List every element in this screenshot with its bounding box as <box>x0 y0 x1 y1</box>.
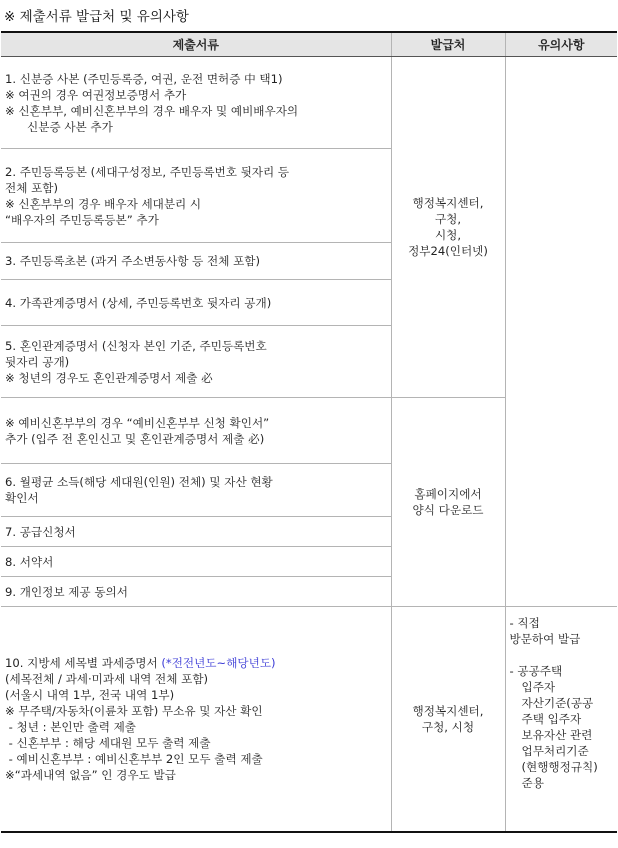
note-line: - 직접 <box>509 616 540 630</box>
doc-cell-6 <box>1 398 391 464</box>
doc-cell-3 <box>1 243 391 280</box>
doc-line: ※ 신혼부부, 예비신혼부부의 경우 배우자 및 예비배우자의 <box>5 103 299 118</box>
doc-line: - 신혼부부 : 해당 세대원 모두 출력 제출 <box>5 735 211 750</box>
issuer-cell-3 <box>391 607 505 832</box>
doc-cell-11 <box>1 607 391 832</box>
note-line <box>510 647 614 663</box>
header-documents: 제출서류 <box>1 32 391 57</box>
note-line: 보유자산 관련 <box>521 728 593 742</box>
doc-line: ※ 여권의 경우 여권정보증명서 추가 <box>5 87 187 102</box>
doc-line: 전체 포함) <box>5 180 59 195</box>
doc-cell-4 <box>1 280 391 326</box>
issuer-cell-1 <box>391 57 505 398</box>
note-line: 방문하여 발급 <box>509 632 581 646</box>
note-line: 입주자 <box>521 680 556 694</box>
doc-line: ※ 무주택/자동차(이륜차 포함) 무소유 및 자산 확인 <box>5 703 263 718</box>
doc-line <box>5 655 387 671</box>
doc-line: ※ 신혼부부의 경우 배우자 세대분리 시 <box>5 196 202 211</box>
doc-line: 추가 (입주 전 혼인신고 및 혼인관계증명서 제출 必) <box>5 431 265 446</box>
note-line: (현행행정규칙) <box>521 760 598 774</box>
issuer-line: 구청, 시청 <box>421 719 475 734</box>
note-line: 주택 입주자 <box>521 712 582 726</box>
note-line: 업무처리기준 <box>521 744 589 758</box>
issuer-line: 행정복지센터, <box>412 703 484 718</box>
doc-cell-10 <box>1 577 391 607</box>
doc-cell-7 <box>1 464 391 517</box>
doc-cell-2 <box>1 149 391 243</box>
header-issuer: 발급처 <box>391 32 505 57</box>
doc-line: - 예비신혼부부 : 예비신혼부부 2인 모두 출력 제출 <box>5 751 263 766</box>
doc-line: 3. 주민등록초본 (과거 주소변동사항 등 전체 포함) <box>5 254 261 268</box>
doc-line: 확인서 <box>5 491 39 505</box>
doc-line: ※ 청년의 경우도 혼인관계증명서 제출 必 <box>5 370 213 385</box>
doc-line: ※ 예비신혼부부의 경우 “예비신혼부부 신청 확인서” <box>5 415 270 430</box>
doc-line: 1. 신분증 사본 (주민등록증, 여권, 운전 면허증 中 택1) <box>5 71 283 86</box>
doc-line: 6. 월평균 소득(해당 세대원(인원) 전체) 및 자산 현황 <box>5 475 273 489</box>
issuer-cell-2 <box>391 398 505 607</box>
issuer-line: 홈페이지에서 <box>414 487 482 501</box>
doc-line-text: 10. 지방세 세목별 과세증명서 <box>5 655 162 670</box>
doc-line: 2. 주민등록등본 (세대구성정보, 주민등록번호 뒷자리 등 <box>5 164 290 179</box>
issuer-line: 양식 다운로드 <box>412 503 484 517</box>
issuer-line: 구청, <box>434 212 462 226</box>
doc-line: 8. 서약서 <box>5 554 54 569</box>
doc-line: 7. 공급신청서 <box>5 524 76 539</box>
doc-line: ※“과세내역 없음” 인 경우도 발급 <box>5 767 176 782</box>
header-notes: 유의사항 <box>505 32 617 57</box>
issuer-line: 행정복지센터, <box>412 196 484 210</box>
doc-line: “배우자의 주민등록등본” 추가 <box>5 212 159 227</box>
doc-line: 9. 개인정보 제공 동의서 <box>5 584 128 599</box>
note-line: 준용 <box>521 776 544 790</box>
doc-line: (세목전체 / 과세·미과세 내역 전체 포함) <box>5 671 209 686</box>
note-line: 자산기준(공공 <box>521 696 594 710</box>
doc-line: 신분증 사본 추가 <box>16 119 113 134</box>
doc-cell-5 <box>1 326 391 398</box>
doc-line: 4. 가족관계증명서 (상세, 주민등록번호 뒷자리 공개) <box>5 295 272 310</box>
doc-line: 뒷자리 공개) <box>5 354 70 369</box>
year-range-highlight: (*전전년도~해당년도) <box>161 655 276 670</box>
notes-detail-cell <box>505 607 617 832</box>
issuer-line: 시청, <box>434 228 462 242</box>
table-row <box>1 57 617 149</box>
table-row <box>1 607 617 832</box>
issuer-line: 정부24(인터넷) <box>408 244 488 258</box>
documents-table <box>1 31 617 833</box>
doc-line: - 청년 : 본인만 출력 제출 <box>5 719 136 734</box>
doc-cell-8 <box>1 517 391 547</box>
section-title: ※ 제출서류 발급처 및 유의사항 <box>4 9 189 25</box>
note-line: - 공공주택 <box>509 664 563 678</box>
notes-cell <box>505 57 617 607</box>
doc-line: (서울시 내역 1부, 전국 내역 1부) <box>5 687 175 702</box>
doc-line: 5. 혼인관계증명서 (신청자 본인 기준, 주민등록번호 <box>5 338 267 353</box>
doc-cell-1 <box>1 57 391 149</box>
doc-cell-9 <box>1 547 391 577</box>
table-header-row <box>1 32 617 57</box>
